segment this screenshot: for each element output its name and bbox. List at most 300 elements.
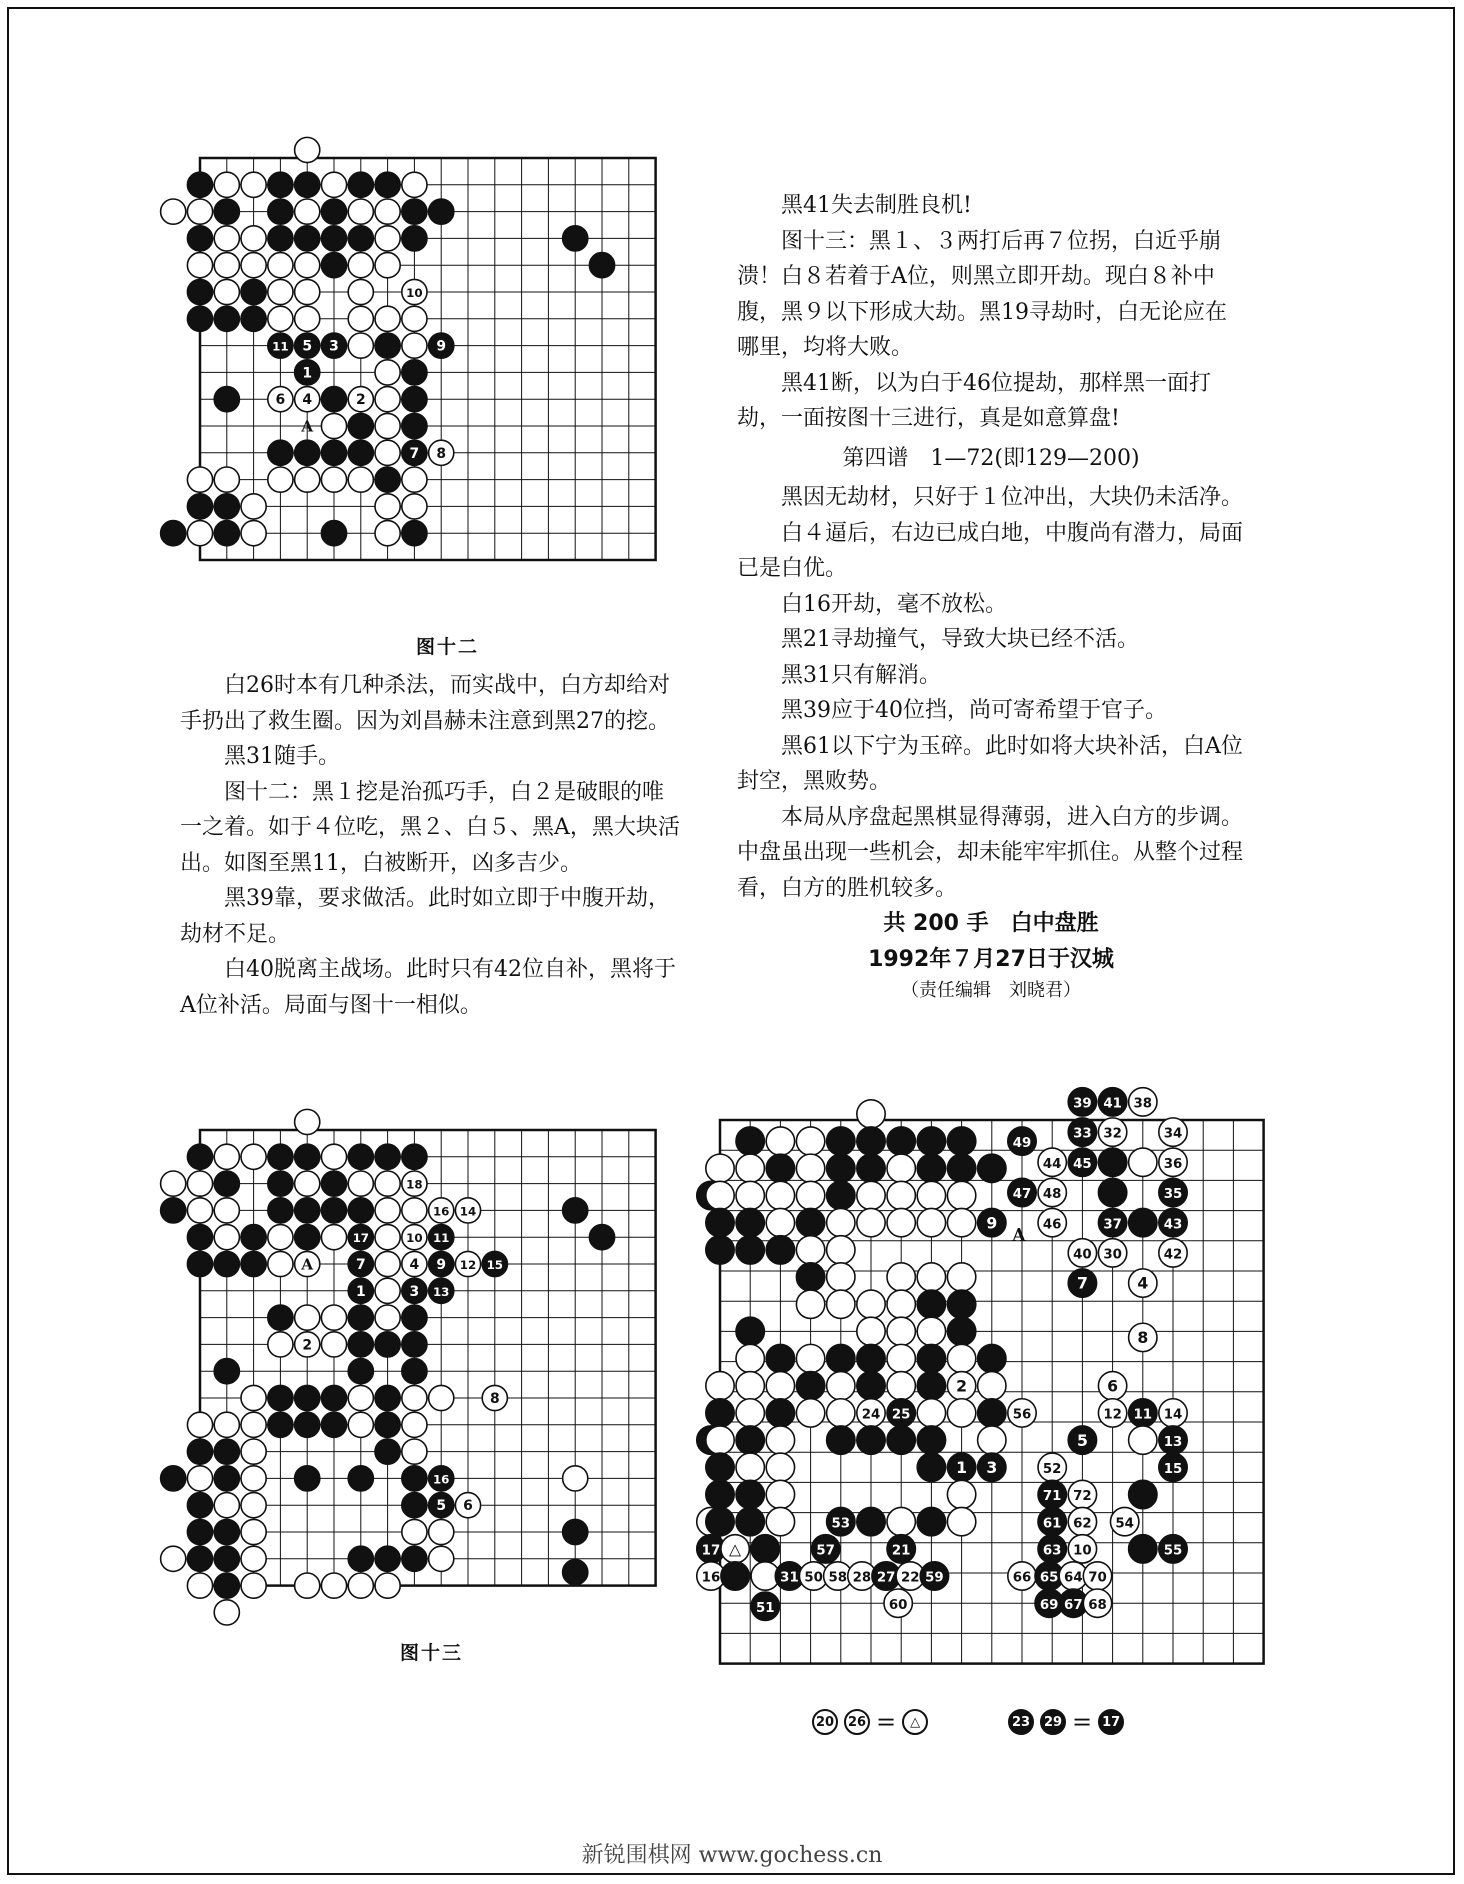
black-stone [917,1344,945,1372]
white-stone [887,1372,915,1400]
legend-stone: 23 [1008,1709,1034,1735]
black-stone [295,226,320,251]
black-stone [563,1519,588,1544]
black-stone [187,494,212,519]
legend-stone: 26 [844,1709,870,1735]
black-stone [187,1439,212,1464]
white-stone [241,1573,266,1598]
black-stone [375,1439,400,1464]
white-stone [766,1372,794,1400]
white-stone [268,279,293,304]
white-stone [736,1154,764,1182]
black-stone [796,1263,824,1291]
white-stone [268,1332,293,1357]
move-number: 5 [1076,1430,1088,1450]
site-footer: 新锐围棋网 www.gochess.cn [581,1843,883,1868]
black-stone [268,1198,293,1223]
black-stone [978,1453,1006,1481]
white-stone [241,494,266,519]
black-stone [321,1385,346,1410]
white-stone [857,1181,885,1209]
white-stone [375,360,400,385]
white-stone [375,226,400,251]
black-stone [766,1154,794,1182]
black-stone [375,1332,400,1357]
white-stone [375,413,400,438]
black-stone [187,1225,212,1250]
move-number: 12 [1103,1407,1122,1423]
black-stone [1068,1148,1096,1176]
move-number: 14 [459,1204,477,1219]
game-date: 1992年７月27日于汉城 [868,946,1114,972]
black-stone [857,1426,885,1454]
black-stone [736,1480,764,1508]
black-stone [161,521,186,546]
white-stone [321,413,346,438]
black-stone [348,1251,373,1276]
move-number: 7 [1076,1273,1088,1293]
black-stone [796,1208,824,1236]
black-stone [1098,1148,1126,1176]
black-stone [402,413,427,438]
move-number: 21 [891,1543,911,1559]
white-stone [947,1480,975,1508]
figure-12-caption: 图十二 [416,636,480,658]
white-stone [241,1412,266,1437]
black-stone [1068,1118,1096,1146]
white-stone [917,1399,945,1427]
white-stone [214,253,239,278]
move-number: 68 [1088,1597,1107,1613]
white-stone [1038,1208,1066,1236]
white-stone [706,1154,734,1182]
black-stone [978,1154,1006,1182]
move-number: 54 [1115,1516,1134,1532]
white-stone [214,279,239,304]
black-stone [857,1507,885,1535]
black-stone [295,1412,320,1437]
move-number: 2 [956,1376,968,1396]
legend-target: 17 [1098,1709,1124,1735]
white-stone [827,1399,855,1427]
white-stone [241,1385,266,1410]
move-number: 52 [1042,1461,1062,1477]
black-stone [827,1181,855,1209]
move-number: 16 [432,1472,450,1487]
white-stone [402,1171,427,1196]
move-number: 36 [1163,1156,1183,1172]
move-number: △ [729,1539,742,1559]
move-number: 53 [831,1516,851,1532]
move-number: 34 [1163,1126,1183,1142]
black-stone [563,226,588,251]
legend-right [1008,1708,1124,1736]
black-stone [736,1127,764,1155]
white-stone [321,467,346,492]
white-stone [1159,1239,1187,1267]
black-stone [214,1546,239,1571]
black-stone [402,360,427,385]
white-stone [161,1546,186,1571]
white-stone [241,1144,266,1169]
white-stone [348,306,373,331]
black-stone [917,1290,945,1318]
move-number: 8 [436,445,447,462]
game-record-svg [701,1096,1296,1716]
black-stone [214,1519,239,1544]
black-stone [268,172,293,197]
board-border [200,1130,656,1586]
black-stone [1008,1127,1036,1155]
black-stone [917,1372,945,1400]
white-stone [721,1535,749,1563]
white-stone [1083,1589,1111,1617]
move-number: 10 [406,1231,423,1246]
black-stone [187,1144,212,1169]
black-stone [1068,1269,1096,1297]
black-stone [321,226,346,251]
paragraph: 白26时本有几种杀法，而实战中，白方却给对手扔出了救生圈。因为刘昌赫未注意到黑27的挖。 [180,673,670,734]
black-stone [321,387,346,412]
white-stone [766,1480,794,1508]
paragraph: 黑31随手。 [224,744,340,769]
move-number: 15 [486,1258,504,1273]
black-stone [1038,1480,1066,1508]
white-stone [887,1263,915,1291]
white-stone [887,1507,915,1535]
move-number: 72 [1073,1489,1092,1505]
black-stone [857,1154,885,1182]
black-stone [827,1426,855,1454]
black-stone [920,1562,948,1590]
white-stone [796,1399,824,1427]
move-number: 7 [409,445,420,462]
white-stone [429,440,454,465]
black-stone [321,1198,346,1223]
white-stone [295,199,320,224]
white-stone [214,1600,239,1625]
figure-13-svg [190,1120,680,1610]
move-number: 1 [302,365,313,382]
white-stone [887,1290,915,1318]
white-stone [1038,1178,1066,1206]
black-stone [295,1385,320,1410]
paragraph: 黑39靠，要求做活。此时如立即于中腹开劫，劫材不足。 [180,886,670,947]
black-stone [187,1251,212,1276]
black-stone [706,1507,734,1535]
move-number: 38 [1133,1096,1153,1112]
move-number: 62 [1073,1516,1092,1532]
white-stone [947,1181,975,1209]
move-number: 9 [986,1213,998,1233]
white-stone [917,1263,945,1291]
black-stone [375,1546,400,1571]
white-stone [241,1466,266,1491]
black-stone [736,1507,764,1535]
white-stone [1129,1269,1157,1297]
move-number: 70 [1088,1570,1107,1586]
white-stone [1098,1372,1126,1400]
black-stone [917,1426,945,1454]
white-stone [187,521,212,546]
white-stone [736,1344,764,1372]
black-stone [268,1385,293,1410]
board-border [200,158,656,560]
move-number: 9 [436,338,447,355]
white-stone [1159,1148,1187,1176]
white-stone [402,1198,427,1223]
black-stone [978,1344,1006,1372]
black-stone [241,1225,266,1250]
white-stone [887,1208,915,1236]
white-stone [295,253,320,278]
white-stone [1098,1118,1126,1146]
white-stone [402,1412,427,1437]
white-stone [1008,1399,1036,1427]
right-text-column [737,188,1245,1005]
white-stone [241,172,266,197]
move-number: 16 [701,1570,721,1586]
white-stone [295,279,320,304]
white-stone [455,1198,480,1223]
left-text-column [180,668,685,1023]
black-stone [348,172,373,197]
black-stone [917,1154,945,1182]
white-stone [947,1208,975,1236]
white-stone [1098,1239,1126,1267]
black-stone [947,1453,975,1481]
move-number: 4 [302,392,313,409]
white-stone [402,1225,427,1250]
black-stone [812,1535,840,1563]
move-number: 11 [1133,1407,1153,1423]
black-stone [1159,1426,1187,1454]
move-number: 66 [1012,1570,1032,1586]
white-stone [241,253,266,278]
move-number: 44 [1042,1156,1062,1172]
white-stone [375,387,400,412]
black-stone [1159,1178,1187,1206]
black-stone [1159,1535,1187,1563]
white-stone [857,1290,885,1318]
move-number: 9 [436,1257,447,1274]
black-stone [766,1399,794,1427]
move-number: 69 [1039,1597,1059,1613]
white-stone [187,467,212,492]
move-number: 15 [1163,1461,1183,1477]
black-stone [375,172,400,197]
black-stone [241,1251,266,1276]
black-stone [766,1344,794,1372]
point-marker-a: A [301,417,314,436]
white-stone [375,1251,400,1276]
black-stone [827,1507,855,1535]
white-stone [827,1372,855,1400]
black-stone [214,1466,239,1491]
move-number: 13 [432,1284,450,1299]
white-stone [214,1493,239,1518]
go-board-game-record [701,1096,1296,1716]
white-stone [736,1453,764,1481]
move-number: 45 [1073,1156,1092,1172]
move-number: 2 [355,392,366,409]
game-result: 共 200 手 白中盘胜 [883,911,1099,936]
black-stone [1038,1507,1066,1535]
black-stone [978,1399,1006,1427]
paragraph: 白40脱离主战场。此时只有42位自补，黑将于A位补活。局面与图十一相似。 [180,957,676,1018]
white-stone [857,1100,885,1128]
paragraph: 黑41断，以为白于46位提劫，那样黑一面打劫，一面按图十三进行，真是如意算盘! [737,370,1211,431]
white-stone [348,1573,373,1598]
black-stone [706,1480,734,1508]
white-stone [706,1181,734,1209]
white-stone [766,1426,794,1454]
black-stone [295,1466,320,1491]
black-stone [947,1154,975,1182]
white-stone [348,253,373,278]
black-stone [706,1453,734,1481]
black-stone [214,1171,239,1196]
white-stone [1038,1453,1066,1481]
white-stone [1159,1399,1187,1427]
white-stone [187,1466,212,1491]
white-stone [455,1493,480,1518]
white-stone [402,467,427,492]
black-stone [321,333,346,358]
white-stone [917,1208,945,1236]
paragraph: 黑61以下宁为玉碎。此时如将大块补活，白A位封空，黑败势。 [737,733,1243,794]
black-stone [402,1144,427,1169]
black-stone [589,1225,614,1250]
white-stone [375,440,400,465]
black-stone [268,199,293,224]
black-stone [375,1385,400,1410]
move-number: 55 [1163,1543,1183,1559]
move-number: 43 [1163,1217,1183,1233]
black-stone [268,1171,293,1196]
white-stone [1129,1426,1157,1454]
black-stone [348,413,373,438]
white-stone [241,1546,266,1571]
white-stone [736,1399,764,1427]
white-stone [214,467,239,492]
move-number: 49 [1012,1135,1032,1151]
paragraph: 黑31只有解消。 [781,662,941,688]
white-stone [1159,1118,1187,1146]
black-stone [214,1359,239,1384]
white-stone [295,1332,320,1357]
move-number: 25 [891,1407,911,1423]
black-stone [348,1305,373,1330]
black-stone [402,226,427,251]
section-heading: 第四谱 1—72(即129—200) [842,445,1140,471]
black-stone [187,1519,212,1544]
white-stone [187,253,212,278]
black-stone [721,1562,749,1590]
figure-13-caption: 图十三 [400,1642,464,1664]
white-stone [857,1317,885,1345]
white-stone [706,1372,734,1400]
white-stone [429,1198,454,1223]
move-number: 27 [876,1570,896,1586]
black-stone [827,1154,855,1182]
move-number: 33 [1073,1126,1092,1142]
figure-12-svg [190,148,670,638]
black-stone [429,1493,454,1518]
white-stone [187,1171,212,1196]
black-stone [736,1317,764,1345]
move-number: 14 [1163,1407,1183,1423]
black-stone [348,1546,373,1571]
move-number: 8 [1137,1328,1149,1348]
white-stone [321,1144,346,1169]
white-stone [348,333,373,358]
white-stone [947,1507,975,1535]
black-stone [402,440,427,465]
black-stone [295,1144,320,1169]
black-stone [1068,1426,1096,1454]
white-stone [321,1332,346,1357]
white-stone [348,387,373,412]
white-stone [887,1154,915,1182]
black-stone [947,1317,975,1345]
paragraph: 黑因无劫材，只好于１位冲出，大块仍未活净。 [781,485,1244,510]
white-stone [241,226,266,251]
black-stone [429,1278,454,1303]
white-stone [736,1181,764,1209]
move-number: 18 [406,1177,423,1192]
black-stone [563,1198,588,1223]
white-stone [1129,1148,1157,1176]
move-number: 4 [409,1257,420,1274]
black-stone [589,253,614,278]
white-stone [887,1344,915,1372]
black-stone [751,1592,779,1620]
move-number: 64 [1064,1570,1083,1586]
black-stone [947,1127,975,1155]
black-stone [402,1466,427,1491]
black-stone [978,1208,1006,1236]
move-number: 37 [1103,1217,1122,1233]
move-number: 6 [463,1498,473,1515]
black-stone [214,306,239,331]
move-number: 48 [1042,1187,1062,1203]
white-stone [917,1181,945,1209]
white-stone [796,1181,824,1209]
white-stone [295,1573,320,1598]
move-number: 57 [816,1543,835,1559]
black-stone [1008,1178,1036,1206]
move-number: 5 [436,1498,447,1515]
white-stone [1008,1562,1036,1590]
white-stone [796,1344,824,1372]
move-number: 32 [1103,1126,1122,1142]
white-stone [375,1171,400,1196]
black-stone [187,306,212,331]
white-stone [429,1385,454,1410]
black-stone [348,1144,373,1169]
move-number: 11 [432,1231,450,1246]
white-stone [884,1589,912,1617]
white-stone [887,1181,915,1209]
black-stone [214,199,239,224]
white-stone [1129,1088,1157,1116]
go-board-figure-12 [190,148,670,638]
white-stone [268,1225,293,1250]
white-stone [187,1573,212,1598]
white-stone [947,1372,975,1400]
move-number: 31 [780,1570,799,1586]
